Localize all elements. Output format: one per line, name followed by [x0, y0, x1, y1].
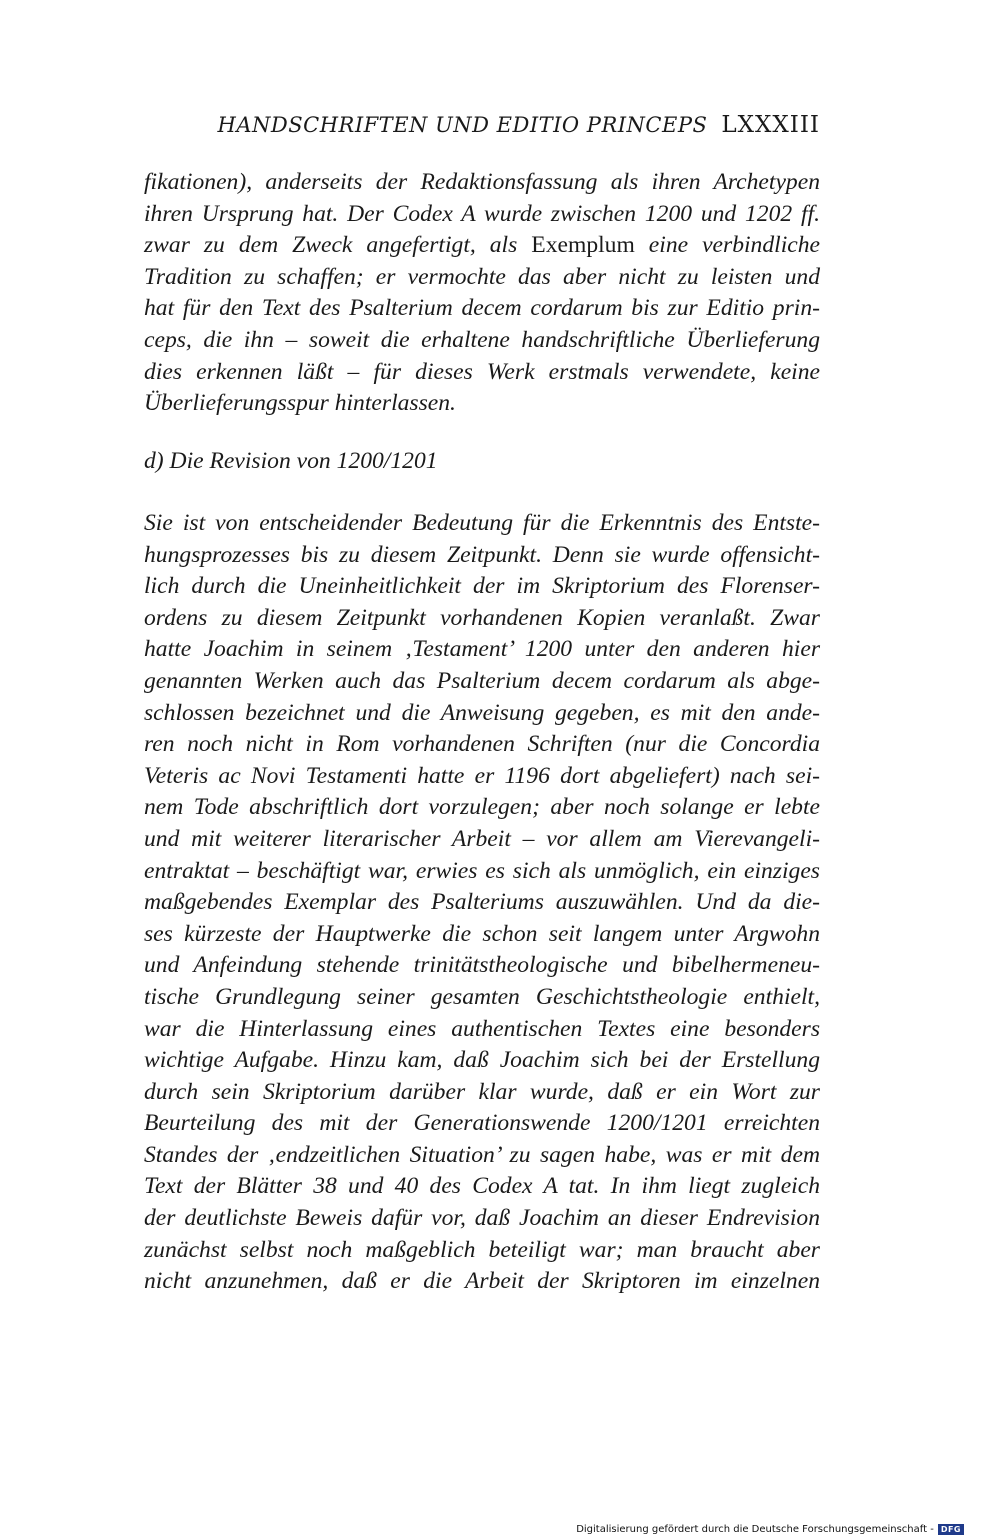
digitization-credit — [576, 1524, 964, 1535]
text-line: und Anfeindung stehende trinitätstheologische und bibelhermeneu- — [144, 952, 820, 979]
text-line: Standes der ‚endzeitlichen Situation’ zu sagen habe, was er mit dem — [144, 1141, 820, 1168]
text-line: lich durch die Uneinheitlichkeit der im Skriptorium des Florenser- — [144, 573, 820, 600]
text-line: der deutlichste Beweis dafür vor, daß Joachim an dieser Endrevision — [144, 1205, 820, 1232]
text-line: nem Tode abschriftlich dort vorzulegen; aber noch solange er lebte — [144, 794, 820, 821]
credit-text: Digitalisierung gefördert durch die Deutsche Forschungsgemeinschaft - — [576, 1524, 934, 1535]
text-line: ren noch nicht in Rom vorhandenen Schriften (nur die Concordia — [144, 731, 820, 758]
text-line: ceps, die ihn – soweit die erhaltene handschriftliche Überlieferung — [144, 326, 820, 353]
dfg-logo: DFG — [938, 1524, 964, 1535]
page-number: LXXXIII — [721, 112, 820, 138]
running-title: HANDSCHRIFTEN UND EDITIO PRINCEPS — [217, 113, 708, 137]
text-line: Sie ist von entscheidender Bedeutung für die Erkenntnis des Entste- — [144, 510, 820, 536]
text-line: hungsprozesses bis zu diesem Zeitpunkt. Denn sie wurde offensicht- — [144, 541, 820, 568]
text-line: schlossen bezeichnet und die Anweisung gegeben, es mit den ande- — [144, 699, 820, 726]
text-line: genannten Werken auch das Psalterium decem cordarum als abge- — [144, 667, 820, 694]
text-line: hatte Joachim in seinem ‚Testament’ 1200 unter den anderen hier — [144, 636, 820, 663]
text-line: ordens zu diesem Zeitpunkt vorhandenen Kopien veranlaßt. Zwar — [144, 604, 820, 631]
text-line: nicht anzunehmen, daß er die Arbeit der Skriptoren im einzelnen — [144, 1268, 820, 1295]
text-line: Beurteilung des mit der Generationswende 1200/1201 erreichten — [144, 1110, 820, 1137]
text-line: entraktat – beschäftigt war, erwies es sich als unmöglich, ein einziges — [144, 857, 820, 884]
text-line: ses kürzeste der Hauptwerke die schon seit langem unter Argwohn — [144, 920, 820, 947]
text-line: Tradition zu schaffen; er vermochte das aber nicht zu leisten und — [144, 263, 820, 290]
text-line — [144, 230, 820, 262]
text-line: fikationen), anderseits der Redaktionsfassung als ihren Archetypen — [144, 169, 820, 195]
text-line: ihren Ursprung hat. Der Codex A wurde zwischen 1200 und 1202 ff. — [144, 200, 820, 227]
page-header — [140, 112, 820, 138]
text-segment: zwar zu dem Zweck angefertigt, als — [144, 232, 532, 259]
text-line: und mit weiterer literarischer Arbeit – vor allem am Vierevangeli- — [144, 825, 820, 852]
section-heading: d) Die Revision von 1200/1201 — [144, 448, 438, 474]
paragraph-1 — [144, 167, 820, 420]
text-line: Veteris ac Novi Testamenti hatte er 1196 dort abgeliefert) nach sei- — [144, 762, 820, 789]
text-line: durch sein Skriptorium darüber klar wurde, daß er ein Wort zur — [144, 1078, 820, 1105]
emphasized-term: Exemplum — [531, 232, 635, 259]
text-segment: eine verbindliche — [634, 232, 820, 259]
text-line: tische Grundlegung seiner gesamten Geschichtstheologie enthielt, — [144, 983, 820, 1010]
text-line: wichtige Aufgabe. Hinzu kam, daß Joachim sich bei der Erstellung — [144, 1047, 820, 1074]
text-line: dies erkennen läßt – für dieses Werk erstmals verwendete, keine — [144, 358, 820, 385]
text-line: Text der Blätter 38 und 40 des Codex A tat. In ihm liegt zugleich — [144, 1173, 820, 1200]
paragraph-2 — [144, 508, 820, 1298]
text-line: war die Hinterlassung eines authentischen Textes eine besonders — [144, 1015, 820, 1042]
text-line: hat für den Text des Psalterium decem cordarum bis zur Editio prin- — [144, 295, 820, 322]
text-line: zunächst selbst noch maßgeblich beteiligt war; man braucht aber — [144, 1236, 820, 1263]
text-line: Überlieferungsspur hinterlassen. — [144, 390, 456, 417]
text-line: maßgebendes Exemplar des Psalteriums auszuwählen. Und da die- — [144, 889, 820, 916]
